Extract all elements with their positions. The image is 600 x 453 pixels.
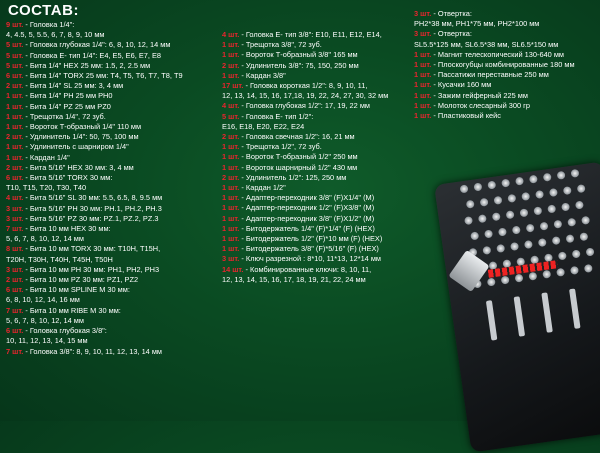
socket-icon: [464, 216, 473, 225]
item-description: - Головка Е- тип 1/4": Е4, Е5, Е6, Е7, Е8: [23, 50, 162, 60]
list-item: [6, 193, 183, 203]
socket-icon: [480, 198, 489, 207]
item-description: - Бита 1/4" HEX 25 мм: 1.5, 2, 2.5 мм: [23, 60, 151, 70]
item-quantity: 7 шт.: [6, 346, 24, 356]
list-item: [414, 91, 575, 101]
page-title: СОСТАВ:: [8, 2, 79, 19]
item-quantity: 1 шт.: [414, 80, 432, 90]
list-item: [414, 80, 575, 90]
item-quantity: 1 шт.: [222, 152, 240, 162]
item-description: - Трещотка 1/2", 72 зуб.: [239, 142, 322, 152]
item-description: - Бита 10 мм PZ 30 мм: PZ1, PZ2: [23, 275, 139, 285]
socket-icon: [487, 181, 496, 190]
item-description: 12, 13, 14, 15, 16, 17,18, 19, 22, 24, 27, 30, 32 мм: [222, 91, 389, 101]
list-item: [6, 347, 183, 357]
item-quantity: 1 шт.: [222, 50, 240, 60]
list-item: [222, 61, 388, 71]
item-description: - Вороток шарнирный 1/2" 430 мм: [239, 162, 358, 172]
item-description: Е16, Е18, Е20, Е22, Е24: [222, 121, 305, 131]
socket-icon: [535, 190, 544, 199]
item-description: - Бита 5/16" PH 30 мм: PH.1, PH.2, PH.3: [23, 203, 162, 213]
item-description: - Бита 1/4" SL 25 мм: 3, 4 мм: [23, 81, 124, 91]
item-description: - Бита 5/16" SL 30 мм: 5.5, 6.5, 8, 9.5 мм: [23, 193, 163, 203]
contents-column-2: [222, 30, 388, 285]
item-description: - Бита 1/4" TORX 25 мм: Т4, Т5, Т6, Т7, Т8, Т9: [23, 71, 183, 81]
socket-icon: [473, 182, 482, 191]
socket-icon: [547, 204, 556, 213]
item-description: - Удлинитель с шарниром 1/4": [23, 142, 129, 152]
list-item: [222, 234, 388, 244]
item-description: 12, 13, 14, 15, 16, 17, 18, 19, 21, 22, 24 мм: [222, 274, 366, 284]
socket-icon: [470, 231, 479, 240]
item-quantity: 7 шт.: [6, 305, 24, 315]
list-item: [6, 204, 183, 214]
item-description: 6, 8, 10, 12, 14, 16 мм: [6, 295, 80, 305]
item-quantity: 1 шт.: [6, 91, 24, 101]
list-item: [6, 255, 183, 265]
socket-icon: [492, 212, 501, 221]
socket-icon: [577, 184, 586, 193]
item-description: - Адаптер-переходник 3/8" (F)Х1/4" (М): [239, 193, 375, 203]
list-item: [222, 81, 388, 91]
item-description: - Бита 1/4" PH 25 мм PH0: [23, 91, 113, 101]
item-quantity: 3 шт.: [6, 264, 24, 274]
list-item: [414, 9, 575, 19]
wrench-icon: [486, 300, 498, 340]
item-description: - Бита 10 мм HEX 30 мм:: [23, 224, 111, 234]
item-quantity: 1 шт.: [414, 90, 432, 100]
item-description: - Бита 5/16" HEX 30 мм: 3, 4 мм: [23, 162, 134, 172]
item-description: SL5.5*125 мм, SL6.5*38 мм, SL6.5*150 мм: [414, 39, 559, 49]
item-quantity: 1 шт.: [6, 111, 24, 121]
item-description: - Удлинитель 1/2": 125, 250 мм: [239, 172, 347, 182]
list-item: [222, 214, 388, 224]
socket-icon: [501, 179, 510, 188]
item-quantity: 2 шт.: [222, 60, 240, 70]
item-description: 5, 6, 7, 8, 10, 12, 14 мм: [6, 234, 84, 244]
item-description: - Комбинированные ключи: 8, 10, 11,: [243, 264, 372, 274]
item-quantity: 2 шт.: [222, 172, 240, 182]
list-item: [6, 81, 183, 91]
list-item: [414, 40, 575, 50]
list-item: [6, 265, 183, 275]
list-item: [222, 142, 388, 152]
item-description: - Головка глубокая 3/8":: [23, 326, 107, 336]
item-quantity: 5 шт.: [222, 111, 240, 121]
item-description: 5, 6, 7, 8, 10, 12, 14 мм: [6, 315, 84, 325]
item-quantity: 1 шт.: [6, 152, 24, 162]
item-description: - Головка свечная 1/2": 16, 21 мм: [239, 132, 355, 142]
item-description: - Головка Е- тип 1/2":: [239, 111, 314, 121]
item-description: - Удлинитель 3/8": 75, 150, 250 мм: [239, 60, 359, 70]
list-item: [222, 122, 388, 132]
item-description: PH2*38 мм, PH1*75 мм, PH2*100 мм: [414, 19, 540, 29]
item-quantity: 1 шт.: [6, 142, 24, 152]
list-item: [414, 19, 575, 29]
list-item: [222, 112, 388, 122]
item-quantity: 4 шт.: [222, 30, 240, 39]
list-item: [222, 30, 388, 40]
list-item: [6, 285, 183, 295]
socket-icon: [553, 220, 562, 229]
list-item: [222, 163, 388, 173]
list-item: [6, 20, 183, 30]
item-description: - Вороток Т-образный 1/2" 250 мм: [239, 152, 358, 162]
item-quantity: 1 шт.: [222, 203, 240, 213]
socket-icon: [487, 278, 496, 287]
item-description: - Трещотка 3/8", 72 зуб.: [239, 40, 322, 50]
socket-icon: [512, 226, 521, 235]
item-description: - Бита 10 мм PH 30 мм: PH1, PH2, PH3: [23, 264, 160, 274]
socket-icon: [538, 238, 547, 247]
item-quantity: 1 шт.: [222, 234, 240, 244]
list-item: [222, 50, 388, 60]
item-description: - Битодержатель 1/4" (F)*1/4" (F) (HEX): [239, 223, 375, 233]
list-item: [414, 70, 575, 80]
item-quantity: 2 шт.: [6, 275, 24, 285]
list-item: [414, 60, 575, 70]
socket-icon: [579, 232, 588, 241]
item-quantity: 2 шт.: [222, 132, 240, 142]
list-item: [6, 244, 183, 254]
item-quantity: 14 шт.: [222, 264, 244, 274]
list-item: [222, 183, 388, 193]
item-description: - Адаптер-переходник 3/8" (F)Х1/2" (М): [239, 213, 375, 223]
socket-icon: [521, 192, 530, 201]
item-description: - Битодержатель 3/8" (F)*5/16" (F) (HEX): [239, 244, 379, 254]
item-description: - Бита 5/16" PZ 30 мм: PZ.1, PZ.2, PZ.3: [23, 213, 159, 223]
item-quantity: 1 шт.: [222, 142, 240, 152]
item-description: Т20Н, Т30Н, Т40Н, Т45Н, Т50Н: [6, 254, 113, 264]
list-item: [6, 183, 183, 193]
item-description: - Молоток слесарный 300 гр: [431, 100, 530, 110]
item-quantity: 1 шт.: [222, 244, 240, 254]
item-description: - Пластиковый кейс: [431, 111, 501, 121]
list-item: [6, 326, 183, 336]
list-item: [6, 295, 183, 305]
item-quantity: 4 шт.: [6, 193, 24, 203]
socket-icon: [510, 242, 519, 251]
socket-icon: [558, 251, 567, 260]
item-description: 4, 4.5, 5, 5.5, 6, 7, 8, 9, 10 мм: [6, 30, 105, 40]
item-description: - Трещотка 1/4", 72 зуб.: [23, 111, 106, 121]
item-quantity: 6 шт.: [6, 285, 24, 295]
item-quantity: 3 шт.: [6, 203, 24, 213]
item-quantity: 1 шт.: [414, 111, 432, 121]
item-quantity: 1 шт.: [414, 100, 432, 110]
item-quantity: 6 шт.: [6, 173, 24, 183]
list-item: [414, 101, 575, 111]
list-item: [222, 244, 388, 254]
item-description: - Кусачки 160 мм: [431, 80, 492, 90]
list-item: [6, 30, 183, 40]
socket-icon: [524, 240, 533, 249]
item-quantity: 1 шт.: [222, 193, 240, 203]
item-description: - Головка Е- тип 3/8": Е10, Е11, Е12, Е14,: [239, 30, 382, 39]
item-quantity: 1 шт.: [222, 223, 240, 233]
item-description: - Удлинитель 1/4": 50, 75, 100 мм: [23, 132, 139, 142]
list-item: [6, 163, 183, 173]
socket-icon: [528, 272, 537, 281]
list-item: [6, 224, 183, 234]
list-item: [6, 61, 183, 71]
item-description: - Магнит телескопический 130-640 мм: [431, 49, 565, 59]
socket-icon: [581, 216, 590, 225]
item-description: - Битодержатель 1/2" (F)*10 мм (F) (HEX): [239, 234, 383, 244]
wrench-icon: [569, 288, 581, 328]
item-description: - Бита 10 мм RIBE M 30 мм:: [23, 305, 121, 315]
item-description: - Отвертка:: [431, 29, 472, 39]
item-description: - Отвертка:: [431, 9, 472, 18]
socket-icon: [570, 266, 579, 275]
item-description: - Головка 3/8": 8, 9, 10, 11, 12, 13, 14 мм: [23, 346, 163, 356]
item-quantity: 1 шт.: [222, 183, 240, 193]
item-description: - Вороток Т-образный 3/8" 165 мм: [239, 50, 358, 60]
socket-icon: [549, 188, 558, 197]
list-item: [6, 122, 183, 132]
item-quantity: 1 шт.: [414, 60, 432, 70]
socket-icon: [570, 169, 579, 178]
socket-icon: [561, 202, 570, 211]
item-description: - Головка 1/4":: [23, 20, 75, 29]
socket-icon: [540, 222, 549, 231]
list-item: [6, 51, 183, 61]
item-description: - Бита 10 мм SPLINE M 30 мм:: [23, 285, 130, 295]
socket-icon: [506, 210, 515, 219]
list-item: [6, 153, 183, 163]
item-quantity: 5 шт.: [6, 50, 24, 60]
item-quantity: 5 шт.: [6, 40, 24, 50]
socket-icon: [493, 196, 502, 205]
socket-icon: [501, 276, 510, 285]
item-quantity: 1 шт.: [222, 213, 240, 223]
socket-icon: [519, 208, 528, 217]
item-description: - Головка глубокая 1/4": 6, 8, 10, 12, 14 мм: [23, 40, 171, 50]
socket-icon: [514, 274, 523, 283]
item-description: Т10, Т15, Т20, Т30, Т40: [6, 183, 87, 193]
socket-icon: [557, 171, 566, 180]
item-quantity: 3 шт.: [414, 9, 432, 18]
item-quantity: 5 шт.: [6, 60, 24, 70]
list-item: [6, 102, 183, 112]
list-item: [6, 142, 183, 152]
socket-icon: [526, 224, 535, 233]
socket-icon: [563, 186, 572, 195]
socket-icon: [529, 175, 538, 184]
list-item: [6, 336, 183, 346]
contents-column-3: [414, 9, 575, 121]
socket-icon: [507, 194, 516, 203]
item-quantity: 3 шт.: [6, 213, 24, 223]
item-quantity: 8 шт.: [6, 244, 24, 254]
item-description: - Кардан 1/4": [23, 152, 70, 162]
socket-icon: [515, 177, 524, 186]
list-item: [6, 40, 183, 50]
item-description: - Бита 10 мм TORX 30 мм: Т10Н, Т15Н,: [23, 244, 161, 254]
item-description: 10, 11, 12, 13, 14, 15 мм: [6, 336, 88, 346]
list-item: [6, 112, 183, 122]
socket-icon: [542, 270, 551, 279]
item-description: - Бита 5/16" TORX 30 мм:: [23, 173, 113, 183]
wrench-icon: [514, 296, 526, 336]
socket-icon: [460, 184, 469, 193]
item-quantity: 3 шт.: [414, 29, 432, 39]
list-item: [222, 265, 388, 275]
socket-icon: [556, 268, 565, 277]
item-quantity: 2 шт.: [6, 81, 24, 91]
socket-icon: [533, 206, 542, 215]
item-quantity: 4 шт.: [222, 101, 240, 111]
list-item: [222, 275, 388, 285]
item-quantity: 1 шт.: [414, 49, 432, 59]
socket-icon: [552, 236, 561, 245]
item-description: - Вороток Т-образный 1/4" 110 мм: [23, 122, 142, 132]
list-item: [6, 132, 183, 142]
item-quantity: 6 шт.: [6, 326, 24, 336]
item-description: - Кардан 3/8": [239, 70, 286, 80]
list-item: [222, 101, 388, 111]
item-quantity: 2 шт.: [6, 162, 24, 172]
list-item: [222, 132, 388, 142]
item-description: - Ключ разрезной : 8*10, 11*13, 12*14 мм: [239, 254, 382, 264]
item-quantity: 1 шт.: [6, 122, 24, 132]
socket-icon: [567, 218, 576, 227]
socket-icon: [572, 249, 581, 258]
item-quantity: 1 шт.: [222, 40, 240, 50]
socket-icon: [482, 246, 491, 255]
socket-icon: [575, 201, 584, 210]
list-item: [222, 40, 388, 50]
list-item: [6, 173, 183, 183]
item-quantity: 1 шт.: [6, 101, 24, 111]
item-quantity: 2 шт.: [6, 132, 24, 142]
item-description: - Бита 1/4" PZ 25 мм PZ0: [23, 101, 111, 111]
item-description: - Головка короткая 1/2": 8, 9, 10, 11,: [243, 81, 368, 91]
item-description: - Адаптер-переходник 1/2" (F)Х3/8" (М): [239, 203, 375, 213]
list-item: [222, 193, 388, 203]
list-item: [222, 203, 388, 213]
list-item: [222, 254, 388, 264]
wrench-icon: [541, 292, 553, 332]
item-description: - Пассатижи переставные 250 мм: [431, 70, 549, 80]
item-quantity: 7 шт.: [6, 224, 24, 234]
list-item: [6, 275, 183, 285]
list-item: [222, 152, 388, 162]
socket-icon: [543, 173, 552, 182]
list-item: [222, 224, 388, 234]
tool-set-image: [460, 166, 600, 344]
item-quantity: 3 шт.: [222, 254, 240, 264]
list-item: [414, 50, 575, 60]
list-item: [6, 71, 183, 81]
socket-icon: [496, 244, 505, 253]
item-description: - Головка глубокая 1/2": 17, 19, 22 мм: [239, 101, 370, 111]
socket-icon: [498, 227, 507, 236]
socket-icon: [484, 229, 493, 238]
item-quantity: 1 шт.: [222, 162, 240, 172]
list-item: [414, 29, 575, 39]
item-description: - Зажим гейферный 225 мм: [431, 90, 528, 100]
list-item: [6, 306, 183, 316]
list-item: [222, 91, 388, 101]
list-item: [6, 234, 183, 244]
contents-column-1: [6, 20, 183, 357]
socket-icon: [478, 214, 487, 223]
socket-icon: [466, 200, 475, 209]
socket-icon: [584, 264, 593, 273]
item-quantity: 6 шт.: [6, 71, 24, 81]
item-quantity: 9 шт.: [6, 20, 24, 29]
item-quantity: 17 шт.: [222, 81, 244, 91]
list-item: [6, 316, 183, 326]
item-description: - Плоскогубцы комбинированные 180 мм: [431, 60, 575, 70]
item-quantity: 1 шт.: [222, 70, 240, 80]
list-item: [6, 91, 183, 101]
list-item: [222, 71, 388, 81]
socket-icon: [586, 247, 595, 256]
list-item: [414, 111, 575, 121]
item-quantity: 1 шт.: [414, 70, 432, 80]
list-item: [6, 214, 183, 224]
socket-icon: [566, 234, 575, 243]
item-description: - Кардан 1/2": [239, 183, 286, 193]
list-item: [222, 173, 388, 183]
